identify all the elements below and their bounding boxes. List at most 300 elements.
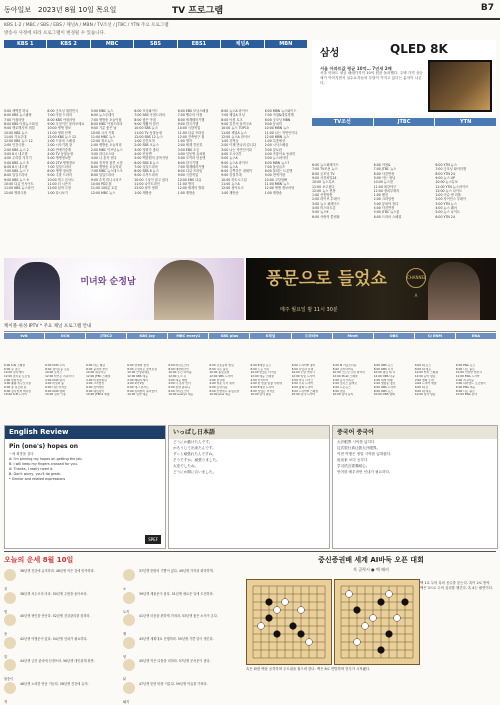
english-line: A: Thanks, I really need it. xyxy=(9,467,54,471)
program-item: 10:00 시사 기획 xyxy=(90,130,115,135)
zodiac-label: 돼지 xyxy=(123,699,130,704)
program-item: 10:00 보이스 xyxy=(45,371,63,375)
program-item: 7:00 일일드라마 xyxy=(47,164,71,169)
program-item: 12:00 SBS 12 뉴스 xyxy=(134,134,163,139)
program-item: 4:00 드라마 재방 xyxy=(414,382,437,386)
program-item: 10:00 고딩엄빠 xyxy=(264,177,288,182)
tv-image xyxy=(428,60,492,112)
program-item: 10:00 엔터 스페셜 xyxy=(414,371,439,375)
channel-header: KBS 2 xyxy=(47,40,89,48)
fortune-text: 44년생 금전 관리에 신경쓰라. 56년생 대인관계 원만. xyxy=(20,659,95,664)
zodiac-label: 용 xyxy=(4,632,8,637)
program-item: 10:00 최강야구 xyxy=(86,371,106,375)
program-item: 6:00 동상이몽 xyxy=(209,386,228,390)
program-item: 9:00 수목 미니시리즈 xyxy=(90,177,122,182)
chinese-header: 중국어 중국어 xyxy=(333,426,497,439)
channel-header: E채널 xyxy=(250,333,290,339)
program-item: 6:00 놀면 뭐하니 xyxy=(168,386,190,390)
channel-logo: CHANNEL A xyxy=(406,268,426,288)
program-item: 8:00 KBS 아침마당 xyxy=(47,117,76,122)
program-item: 7:00 SBS 아침드라마 xyxy=(134,113,166,118)
program-item: 11:00 나는 자연인이다 xyxy=(264,130,298,135)
program-item: 3:00 나는 자연인이다 xyxy=(221,147,252,152)
program-item: 2:00 티키타카 xyxy=(250,378,269,382)
english-line: * Similar and related expressions xyxy=(9,477,66,481)
program-item: 12:00 생생 정보마당 xyxy=(264,186,295,191)
program-item: 8:00 금쪽같은 내새끼 xyxy=(221,169,252,174)
program-item: 10:00 안녕하세요 xyxy=(127,371,150,375)
channel-header: TV조선 xyxy=(312,118,373,126)
program-item: 10:00 tvN 드라마 xyxy=(4,393,27,397)
zodiac-icon xyxy=(4,569,18,592)
drama-banner xyxy=(4,258,244,320)
channel-listing xyxy=(435,163,496,255)
program-item: 11:00 다큐 프라임 xyxy=(177,130,205,135)
program-item: 12:00 세계의 명화 xyxy=(177,186,205,191)
program-item: 9:00 수목드라마 xyxy=(134,173,158,178)
program-item: 10:00 심야 예능 xyxy=(127,393,148,397)
channel-listing xyxy=(374,163,435,255)
program-item: 8:00 신발벗고 돌싱포맨 xyxy=(209,389,240,393)
program-item: 6:00 MBN 뉴스와이드 xyxy=(264,109,297,114)
program-item: 12:00 KBS 뉴스 12 xyxy=(4,139,33,144)
program-item: 6:00 사랑의 콜센타 xyxy=(312,214,340,219)
program-item: 4:00 수목 드라마 xyxy=(291,382,314,386)
program-item: 1:00 인간극장 xyxy=(4,143,25,148)
program-item: 1:00 재방송 xyxy=(264,190,282,195)
white-stone xyxy=(394,615,401,622)
program-item: 10:00 뉴스룸 xyxy=(373,180,394,185)
program-item: 6:00 모닝와이드 xyxy=(134,109,158,114)
program-item: 8:00 드라마H 스페셜 xyxy=(291,389,318,393)
program-item: 4:00 크라임씬 xyxy=(86,382,105,386)
program-item: 6:00 OBS 뉴스 xyxy=(373,363,394,367)
program-item: 8:00 맛있는 녀석들 xyxy=(250,389,275,393)
channel-listing xyxy=(4,364,44,421)
baduk-header: 중신증권배 세계 AI바둑 오픈 대회 xyxy=(318,556,424,564)
program-item: 10:00 뉴스특보 xyxy=(435,180,458,185)
program-item: 10:00 every1 예능 xyxy=(168,393,194,397)
fortune-text: 43년생 계획대로 진행하라. 55년생 기쁜 일이 생긴다. xyxy=(139,636,214,641)
channel-info-line-2: 방송사 사정에 따라 프로그램이 변경될 수 있습니다. xyxy=(4,31,106,36)
program-item: 8:00 CJ 예능 xyxy=(414,367,432,371)
program-item: 3:00 뭉쳐야 찬다 xyxy=(373,201,399,206)
program-item: 9:00 뉴스 UP xyxy=(435,175,455,180)
channel-listing xyxy=(209,364,249,421)
program-item: 9:00 극한직업 xyxy=(177,173,199,178)
program-item: 12:00 놀라운 토요일 xyxy=(4,374,31,378)
zodiac-icon xyxy=(123,592,137,615)
program-item: 6:00 MBN 뉴스7 xyxy=(264,160,290,165)
program-item: 7:00 생방송 오늘아침 xyxy=(90,117,122,122)
page-header xyxy=(0,0,500,20)
program-item: 5:00 전지적 참견 시점 xyxy=(90,160,123,165)
english-line: ~에 희망을 걸다 xyxy=(9,452,34,456)
program-item: 12:00 정치부회의 xyxy=(373,188,400,193)
program-item: 6:00 SBS 8 뉴스 xyxy=(134,160,159,165)
chinese-line: 이번 여행은 정말 시야를 넓혀줬다. xyxy=(337,452,392,456)
channel-header: ENA xyxy=(456,333,496,339)
channel-listing xyxy=(127,364,167,421)
channel-header: Mnet xyxy=(333,333,373,339)
host-photo xyxy=(428,262,480,320)
program-item: 8:00 나는 솔로 xyxy=(209,367,229,371)
program-item: 1:00 재방송 xyxy=(134,190,152,195)
program-item: 1:00 이슈 앤 피플 xyxy=(435,193,461,198)
program-item: 6:00 비디오스타 xyxy=(168,363,190,367)
fortune-text: 47년생 뜻한 바를 이룬다. 59년생 여유를 가져라. xyxy=(139,681,208,686)
iptv-header: 케이블·위성·IPTV * 주요 채널 프로그램 안내 xyxy=(4,323,496,332)
show-banner xyxy=(246,258,496,320)
program-item: 2:00 예능 재방 xyxy=(168,378,188,382)
zodiac-label: 쥐 xyxy=(4,587,8,591)
english-review-box xyxy=(4,425,166,549)
ad-product: QLED 8K xyxy=(390,42,448,56)
program-item: 4:00 도시어부 xyxy=(221,152,242,156)
program-item: 8:00 쇼미더머니 xyxy=(332,367,354,371)
white-stone xyxy=(258,623,265,630)
program-item: 4:00 TV 동물농장 xyxy=(47,152,74,156)
zodiac-icon xyxy=(123,637,137,660)
channel-listing xyxy=(292,364,332,421)
channel-listing xyxy=(4,109,46,255)
program-item: 11:00 KBS 뉴스라인 xyxy=(4,186,34,191)
program-item: 6:00 강호동의 밥심 xyxy=(209,363,234,367)
program-item: 8:00 사랑과 전쟁 xyxy=(291,367,314,371)
program-item: 2:00 SBS 오뉴스 xyxy=(134,143,159,148)
white-stone xyxy=(274,607,281,614)
fortune-text: 38년생 서두르지 마라. 50년생 주변을 돌아보라. xyxy=(20,591,88,596)
program-item: 10:00 생생 정보 xyxy=(47,126,71,131)
program-item: 1:00 강적들 xyxy=(221,139,239,144)
program-item: 8:00 좋은 아침 xyxy=(134,117,156,122)
program-item: 12:00 뉴스 현장 xyxy=(312,188,336,193)
zodiac-icon xyxy=(123,569,137,592)
program-item: 4:00 1박 2일 xyxy=(127,382,145,386)
program-item: 7:00 KBS 뉴스 7 xyxy=(4,169,29,174)
section-title: TV 프로그램 xyxy=(172,6,224,16)
program-item: 2:00 OCN 명작 xyxy=(45,378,65,382)
program-item: 7:00 MBC 뉴스데스크 xyxy=(90,169,123,174)
program-item: 9:00 무엇이든 물어보세요 xyxy=(47,121,85,126)
program-item: 2:00 뮤직 비디오 xyxy=(332,378,355,382)
go-board xyxy=(334,579,420,665)
program-item: 3:00 영화가 좋다 xyxy=(134,147,159,152)
program-item: 4:00 나 혼자 산다 xyxy=(90,156,117,161)
program-item: 6:00 EBS 모닝스페셜 xyxy=(177,109,209,114)
program-item: 7:00 JTBC 뉴스 xyxy=(373,167,397,172)
english-header: English Review xyxy=(5,426,165,439)
ad-headline: 서울 아파트값 평균 10억… 7년새 2배 xyxy=(320,66,392,71)
program-item: 10:00 심야 방송 xyxy=(250,393,272,397)
zodiac-label: 토끼 xyxy=(123,609,130,614)
tv-schedule-grid xyxy=(4,40,307,255)
program-item: 8:00 YTN 24 xyxy=(435,171,455,176)
program-item: 8:00 대한외국인 xyxy=(168,367,190,371)
program-item: 6:00 ENA 예능 xyxy=(455,386,476,390)
program-item: 3:00 뉴스 퍼레이드 xyxy=(312,201,340,206)
program-item: 10:00 돌싱포맨 xyxy=(209,371,230,375)
program-item: 6:00 KBS 뉴스광장 xyxy=(4,113,32,118)
program-item: 8:00 사건반장 xyxy=(373,171,395,176)
program-item: 10:00 JTBC2 재방 xyxy=(86,393,110,397)
program-item: 9:00 생활의 달인 xyxy=(134,121,159,126)
channel-listing xyxy=(91,109,133,255)
fortune-text: 39년생 재물운이 좋다. 51년생 새로운 일에 도전하라. xyxy=(139,591,214,596)
program-item: 3:00 6시 내고향 xyxy=(4,152,28,156)
program-item: 2:00 해피투게더 xyxy=(127,378,148,382)
program-item: 4:00 미운 우리 새끼 xyxy=(209,382,235,386)
program-item: 7:00 펭수의 아침 xyxy=(177,113,203,118)
program-item: 10:00 PD수첩 xyxy=(90,182,112,187)
program-item: 12:00 SBS 드라마 xyxy=(209,374,233,378)
program-item: 1:00 썰전 xyxy=(373,193,388,198)
program-item: 10:00 심야 방송 xyxy=(414,393,436,397)
program-item: 10:00 주간 아이돌 xyxy=(168,371,192,375)
fortune-text: 42년생 여행운이 있다. 54년생 인내가 필요하다. xyxy=(20,636,88,641)
page-number: B7 xyxy=(480,3,494,13)
fortune-text: 40년생 귀인을 만난다. 52년생 건강관리를 잘하라. xyxy=(20,614,91,619)
program-item: 6:00 아침& xyxy=(373,163,391,168)
zodiac-icon xyxy=(4,659,18,682)
program-item: 7:00 뉴스A xyxy=(221,164,238,169)
program-item: 2:00 라이브 투데이 xyxy=(312,197,340,202)
program-item: 2:00 이제 만나러 갑니다 xyxy=(221,143,256,148)
channel-listing xyxy=(374,364,414,421)
channel-header: MBC every1 xyxy=(168,333,208,339)
program-item: 8:00 경이로운 소문 xyxy=(45,367,70,371)
program-item: 10:00 SBS 뉴스 xyxy=(134,126,158,131)
program-item: 8:00 퀸덤 xyxy=(332,389,346,393)
program-item: 12:00 뉴스A 라이브 xyxy=(221,134,250,139)
program-item: 11:00 보고싶다 xyxy=(312,184,335,189)
program-item: 10:00 심야 음악 xyxy=(332,393,354,397)
white-stone xyxy=(362,623,369,630)
white-stone xyxy=(298,607,305,614)
channel-listing xyxy=(312,163,373,255)
black-stone xyxy=(378,647,385,654)
actor-photo xyxy=(14,262,60,320)
program-item: 12:00 일일 드라마 xyxy=(291,374,315,378)
fortune-text: 41년생 마음을 편하게 가져라. 53년생 좋은 소식이 온다. xyxy=(139,614,218,619)
program-item: 11:00 뉴스A xyxy=(221,182,240,187)
program-item: 8:00 일일드라마 xyxy=(4,173,28,178)
program-item: 8:00 일일드라마 xyxy=(90,173,115,178)
fortune-body xyxy=(4,569,240,705)
program-item: 10:00 스트릿 우먼 파이터 xyxy=(332,371,365,375)
program-item: 6:00 CJ 쇼 xyxy=(414,386,429,390)
issue-date: 2023년 8월 10일 목요일 xyxy=(38,6,117,14)
program-item: 12:00 심야토크 xyxy=(221,186,244,191)
program-item: 7:00 아침 드라마 xyxy=(47,113,73,118)
program-item: 6:00 YTN 뉴스 xyxy=(435,163,457,168)
zodiac-icon xyxy=(123,614,137,637)
program-item: 10:00 개그 콘서트 xyxy=(47,177,75,182)
program-item: 8:00 세계테마기행 xyxy=(177,117,205,122)
program-item: 10:00 하트시그널 xyxy=(221,177,247,182)
program-item: 2:00 KBS 뉴스 2 xyxy=(4,147,29,152)
program-item: 2:00 세계 여행 xyxy=(373,378,393,382)
program-item: 8:00 라디오스타 xyxy=(168,389,190,393)
program-item: 6:00 YTN 24 xyxy=(435,214,455,219)
program-item: 6:00 드라마 스페셜 xyxy=(373,214,402,219)
program-item: 5:00 백종원의 골목식당 xyxy=(134,156,169,161)
newspaper-name: 동아일보 xyxy=(4,6,32,14)
program-item: 12:00 ENA 드라마 xyxy=(455,374,480,378)
channel-header: SBS xyxy=(134,40,176,48)
program-item: 10:00 KBS 뉴스 xyxy=(4,130,28,135)
program-item: 6:00 M 카운트다운 xyxy=(332,363,357,367)
program-item: 8:00 아침 토크 xyxy=(221,117,243,122)
program-item: 4:00 생방송 정보 xyxy=(373,382,396,386)
program-item: 6:00 뉴스투데이 xyxy=(90,113,115,118)
baduk-bottom-text: 흑은 좌변 백을 공격하며 주도권을 잡으려 한다. 백은 8로 반발하며 전투가 시작됐다. xyxy=(246,667,371,671)
program-item: 6:00 아는 형님 xyxy=(86,363,106,367)
program-item: 12:00 KBS 예능 xyxy=(127,374,148,378)
chinese-line: 언어를 배우려면 인내가 필요하다. xyxy=(337,470,391,474)
program-item: 9:00 강철부대 xyxy=(221,173,242,178)
program-item: 12:00 명화극장 xyxy=(4,190,27,195)
program-item: 1:00 재방송 xyxy=(177,190,196,195)
program-item: 8:00 OBS 뉴스 xyxy=(373,389,394,393)
program-item: 2:00 런닝맨 xyxy=(209,378,225,382)
black-stone xyxy=(386,631,393,638)
program-item: 2:00 비정상회담 xyxy=(86,378,107,382)
program-item: 8:00 노는 언니 xyxy=(250,367,270,371)
channel-listing xyxy=(134,109,176,255)
program-item: 2:00 크라임씬 xyxy=(373,197,395,202)
go-board-grid xyxy=(335,580,419,664)
program-item: 5:00 모여라 딩동댕 xyxy=(177,156,206,161)
zodiac-label: 원숭이 xyxy=(4,677,14,682)
ad-brand: 삼성 xyxy=(320,48,340,59)
program-item: 8:00 장사천재 백사장 xyxy=(4,389,31,393)
black-stone xyxy=(354,607,361,614)
channel-header: JTBC2 xyxy=(86,333,126,339)
program-item: 8:00 나는 솔로 xyxy=(455,389,475,393)
channel-listing xyxy=(250,364,290,421)
baduk-sub: 흑 골락시 ● 백 해비 xyxy=(353,567,389,572)
baduk-section xyxy=(246,555,496,687)
program-item: 1:00 생방송 오늘저녁 xyxy=(90,143,122,148)
program-item: 4:00 보이즈 플래닛 xyxy=(332,382,357,386)
program-item: 12:00 뉴스 나이트 xyxy=(435,188,462,193)
program-item: 10:00 명랑 회 시 xyxy=(373,371,396,375)
drama-title: 미녀와 순정남 xyxy=(80,277,136,287)
program-item: 5:00 MBC 뉴스 xyxy=(90,109,114,114)
zodiac-icon xyxy=(123,659,137,682)
channel-listing xyxy=(333,364,373,421)
program-item: 10:00 그것이 알고 싶다 xyxy=(134,177,169,182)
white-stone xyxy=(282,599,289,606)
black-stone xyxy=(266,599,273,606)
program-item: 8:00 불타는 트롯맨 xyxy=(264,169,293,174)
channel-header: KBS 1 xyxy=(4,40,46,48)
program-item: 12:00 KBS 뉴스 12 xyxy=(47,134,77,139)
program-item: 1:00 신통방통 xyxy=(312,193,333,198)
baduk-caption: 백 1로 두어 흑의 응수를 묻는다. 흑이 2로 받자 백은 3으로 두어 실리를 챙긴다. 흑 4는 필연이다. xyxy=(420,581,493,590)
program-item: 9:00 KBS 뉴스 9 xyxy=(4,177,29,182)
fortune-header xyxy=(4,555,240,565)
program-item: 6:00 개그 콘서트 xyxy=(127,386,149,390)
program-item: 4:00 비밀의 숲 xyxy=(45,382,64,386)
channel-header: tvN xyxy=(4,333,44,339)
program-item: 11:00 YTN 뉴스라이브 xyxy=(435,184,469,189)
program-item: 4:00 나 혼자 산다 xyxy=(168,382,191,386)
program-item: 2:00 시사기획 창 xyxy=(47,143,73,148)
program-item: 7:00 TV조선 뉴스 xyxy=(312,167,338,172)
chinese-line: 大开眼界 시야를 넓히다 xyxy=(337,440,375,444)
program-item: 10:00 뉴스 TOP10 xyxy=(221,126,249,131)
ad-caption: 서울 아파트 평균 매매가격이 10억 원을 돌파했다. 주택 가격 상승세가 이어지면서 실수요자들의 부담이 커지고 있다는 분석이 나온다. xyxy=(320,71,423,85)
program-item: 2:00 알쓸신잡 xyxy=(4,378,22,382)
program-item: 9:00 생로병사의 비밀 xyxy=(4,126,35,131)
program-item: 6:00 굿모닝 대한민국 xyxy=(47,109,79,114)
black-stone xyxy=(378,599,385,606)
program-item: 5:00 뉴스A xyxy=(221,156,238,161)
channel-header: 드라마H xyxy=(292,333,332,339)
iptv-schedule-grid xyxy=(4,333,496,421)
show-schedule: 매주 월요일 밤 11시 30분 xyxy=(280,307,338,313)
white-stone xyxy=(346,591,353,598)
japanese-line: どうにか間に合いました。 xyxy=(173,470,217,474)
program-item: 8:00 KBS 아침뉴스타임 xyxy=(4,121,38,126)
program-item: 3:00 EBS 초등 xyxy=(177,147,200,152)
channel-listing xyxy=(168,364,208,421)
black-stone xyxy=(266,615,273,622)
channel-listing xyxy=(221,109,263,255)
program-item: 10:00 EBS 다큐 xyxy=(177,177,202,182)
zodiac-icon xyxy=(4,614,18,637)
fortune-section xyxy=(4,555,240,704)
white-stone xyxy=(306,639,313,646)
program-item: 10:00 ENA 심야 xyxy=(455,393,477,397)
program-item: 6:00 생방송 오늘저녁 xyxy=(90,164,122,169)
english-title: Pin (one's) hopes on xyxy=(9,443,79,450)
japanese-header: いっぱし日本語 xyxy=(169,426,329,439)
program-item: 1:00 드라마 스페셜 xyxy=(47,139,76,144)
program-item: 6:00 드라마H 명작 xyxy=(291,363,316,367)
program-item: 9:00 동치미 xyxy=(264,121,282,126)
program-item: 8:00 유 퀴즈 xyxy=(4,367,21,371)
program-item: 4:00 속풀이쇼 동치미 xyxy=(264,152,296,156)
fortune-text: 37년생 뜻밖의 기쁨이 있다. 49년생 가족과 화목하게. xyxy=(139,569,214,573)
program-item: 5:00 KBS 뉴스 5 xyxy=(4,160,29,165)
zodiac-label: 개 xyxy=(4,699,8,704)
program-item: 11:00 명의 xyxy=(177,182,195,187)
program-item: 10:00 plus 예능 xyxy=(209,393,231,397)
program-item: 6:00 연애의 참견 xyxy=(127,363,149,367)
channel-header: CJ ENM xyxy=(415,333,455,339)
program-item: 8:00 MBC 아침드라마 xyxy=(90,121,123,126)
zodiac-label: 범 xyxy=(4,609,8,614)
channel-header: OBS xyxy=(374,333,414,339)
zodiac-label: 소 xyxy=(123,587,127,591)
program-item: 8:00 굿모닝 MBN xyxy=(264,117,291,122)
program-item: 6:00 OBS 드라마 xyxy=(373,386,396,390)
channel-listing xyxy=(178,109,220,255)
show-title: 풍문으로 들었쇼 xyxy=(266,269,387,289)
program-item: 8:00 슈퍼맨이 돌아왔다 xyxy=(127,389,157,393)
program-item: 3:00 라디오스타 xyxy=(90,152,115,156)
program-item: 6:00 tvN 스페셜 xyxy=(4,363,26,367)
program-item: 6:00 싱어게인 xyxy=(86,386,105,390)
program-item: 6:00 2TV 생생정보 xyxy=(47,160,76,165)
program-item: 9:00 기분 좋은 날 xyxy=(90,126,117,131)
program-item: 7:00 채널A 모닝 xyxy=(221,113,245,118)
program-item: 10:00 이상한 변호사 xyxy=(455,371,482,375)
channel-header: MBC xyxy=(91,40,133,48)
